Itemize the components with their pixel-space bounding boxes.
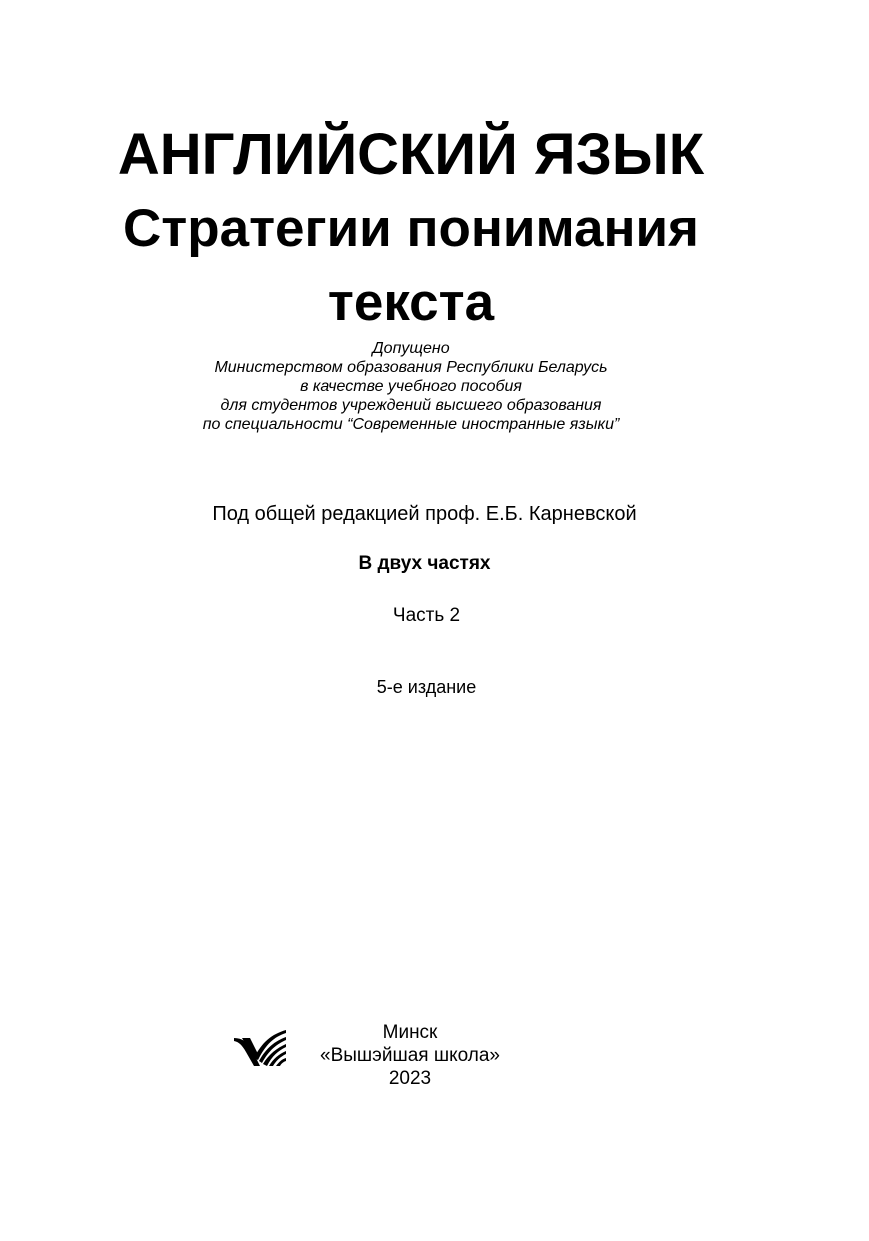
imprint-city: Минск <box>382 1022 438 1043</box>
approval-line-4: для студентов учреждений высшего образования <box>220 397 602 414</box>
title-line-2: Стратегии понимания <box>123 199 699 258</box>
imprint-publisher: «Вышэйшая школа» <box>320 1045 500 1066</box>
approval-line-1: Допущено <box>372 340 450 357</box>
book-title <box>0 118 822 340</box>
imprint <box>300 1021 520 1090</box>
approval-line-5: по специальности “Современные иностранные языки” <box>202 416 620 433</box>
approval-line-3: в качестве учебного пособия <box>300 378 522 395</box>
imprint-year: 2023 <box>388 1068 432 1089</box>
part-number: Часть 2 <box>392 605 461 626</box>
approval-line-2: Министерством образования Республики Беларусь <box>214 359 608 376</box>
parts-note: В двух частях <box>358 553 491 574</box>
title-line-1: АНГЛИЙСКИЙ ЯЗЫК <box>117 122 705 187</box>
edition-number: 5-е издание <box>376 677 477 697</box>
publisher-logo-icon <box>232 1028 288 1068</box>
editor-credit: Под общей редакцией проф. Е.Б. Карневской <box>212 503 637 525</box>
approval-note <box>0 339 822 434</box>
title-line-3: текста <box>327 273 495 332</box>
